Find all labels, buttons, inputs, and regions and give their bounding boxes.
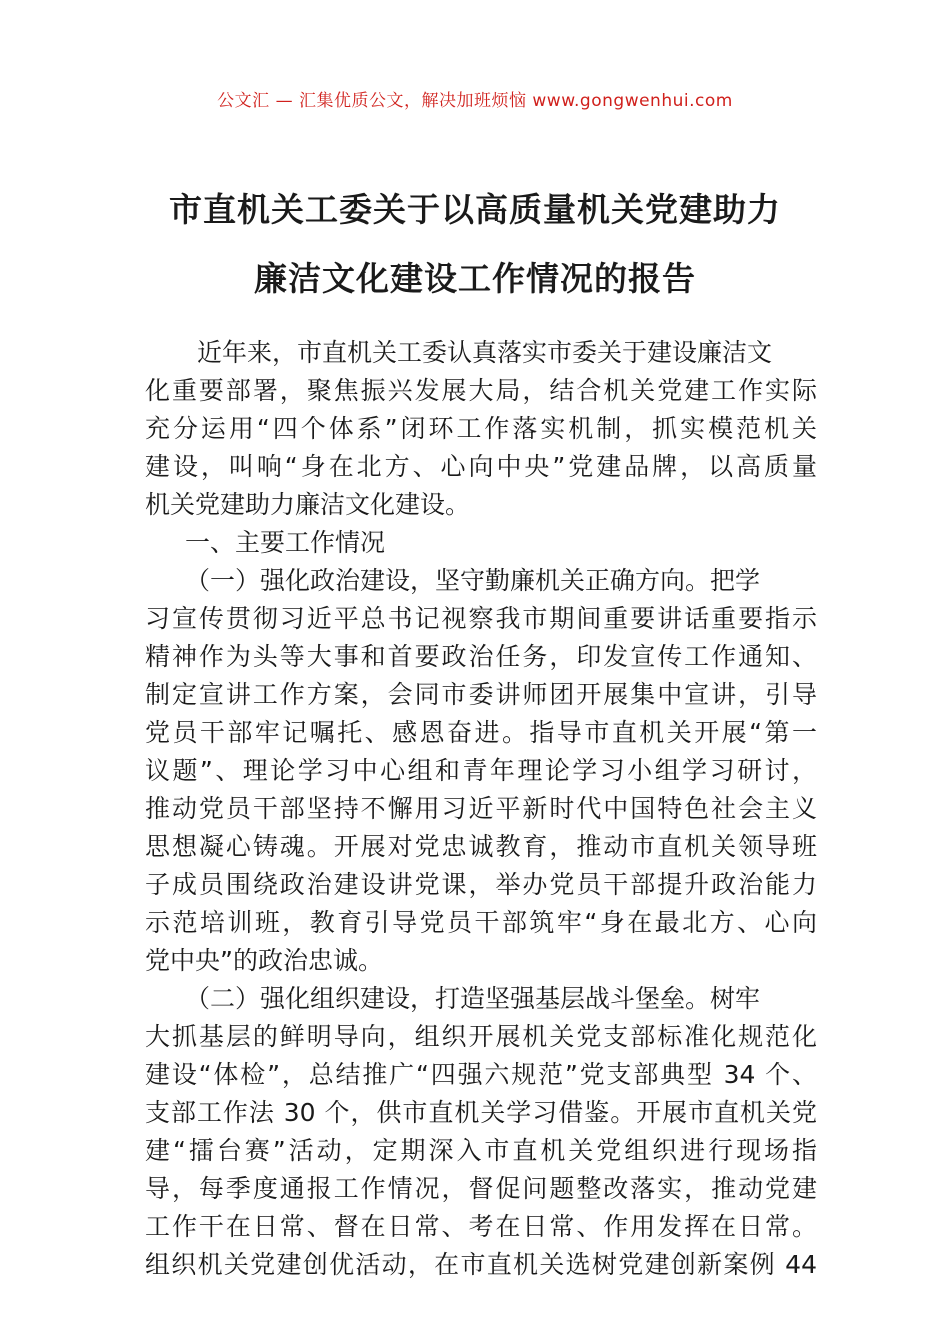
paragraph-line: 议题”、理论学习中心组和青年理论学习小组学习研讨，: [145, 756, 817, 785]
paragraph-line: 党员干部牢记嘱托、感恩奋进。指导市直机关开展“第一: [145, 718, 817, 747]
header-banner: 公文汇 — 汇集优质公文，解决加班烦恼 www.gongwenhui.com: [217, 91, 733, 111]
paragraph-line: 建设，叫响“身在北方、心向中央”党建品牌，以高质量: [145, 452, 817, 481]
paragraph-line: 思想凝心铸魂。开展对党忠诚教育，推动市直机关领导班: [145, 832, 817, 861]
paragraph-line: 导，每季度通报工作情况，督促问题整改落实，推动党建: [145, 1174, 817, 1203]
paragraph-line: 化重要部署，聚焦振兴发展大局，结合机关党建工作实际: [145, 376, 817, 405]
paragraph-line: 子成员围绕政治建设讲党课，举办党员干部提升政治能力: [145, 870, 817, 899]
section-heading: 一、主要工作情况: [185, 528, 386, 557]
paragraph-line: 建设“体检”，总结推广“四强六规范”党支部典型 34 个、: [145, 1060, 817, 1089]
document-body: [145, 334, 817, 1284]
paragraph-line: 支部工作法 30 个，供市直机关学习借鉴。开展市直机关党: [145, 1098, 817, 1127]
document-title-line-1: 市直机关工委关于以高质量机关党建助力: [169, 190, 781, 229]
paragraph-line: 习宣传贯彻习近平总书记视察我市期间重要讲话重要指示: [145, 604, 817, 633]
paragraph-line: 推动党员干部坚持不懈用习近平新时代中国特色社会主义: [145, 794, 817, 823]
paragraph-line: 近年来，市直机关工委认真落实市委关于建设廉洁文: [197, 338, 773, 367]
document-title-line-2: 廉洁文化建设工作情况的报告: [254, 259, 696, 298]
paragraph-line: 示范培训班，教育引导党员干部筑牢“身在最北方、心向: [145, 908, 817, 937]
paragraph-line: 制定宣讲工作方案，会同市委讲师团开展集中宣讲，引导: [145, 680, 817, 709]
paragraph-line: 大抓基层的鲜明导向，组织开展机关党支部标准化规范化: [145, 1022, 817, 1051]
paragraph-line: 组织机关党建创优活动，在市直机关选树党建创新案例 44: [145, 1250, 817, 1279]
paragraph-line: 建“擂台赛”活动，定期深入市直机关党组织进行现场指: [145, 1136, 817, 1165]
paragraph-line: 机关党建助力廉洁文化建设。: [145, 490, 471, 519]
paragraph-line: 工作干在日常、督在日常、考在日常、作用发挥在日常。: [145, 1212, 817, 1241]
subsection-heading-line: （二）强化组织建设，打造坚强基层战斗堡垒。树牢: [185, 984, 761, 1013]
paragraph-line: 党中央”的政治忠诚。: [145, 946, 383, 975]
paragraph-line: 精神作为头等大事和首要政治任务，印发宣传工作通知、: [145, 642, 817, 671]
subsection-heading-line: （一）强化政治建设，坚守勤廉机关正确方向。把学: [185, 566, 761, 595]
paragraph-line: 充分运用“四个体系”闭环工作落实机制，抓实模范机关: [145, 414, 817, 443]
